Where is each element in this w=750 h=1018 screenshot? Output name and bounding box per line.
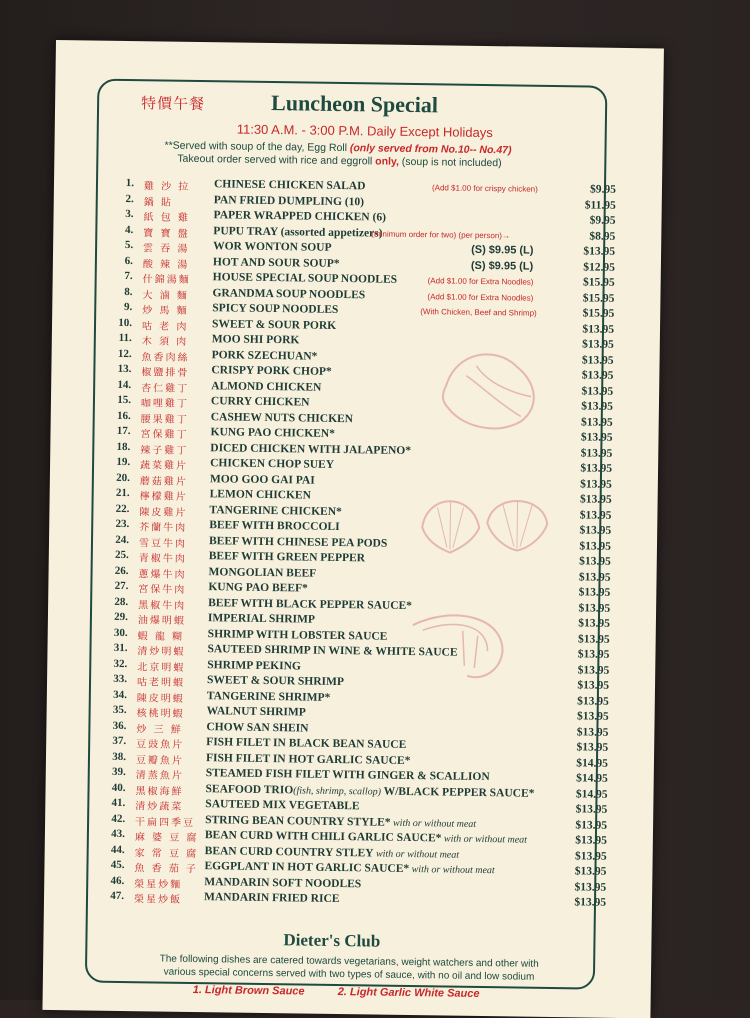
menu-item-chinese-name: 魚 香 茄 子 [134,863,199,876]
menu-item-name-text: KUNG PAO BEEF* [208,581,308,595]
hours-line: 11:30 A.M. - 3:00 P.M. Daily Except Holidays [236,121,493,141]
menu-item-note: (Add $1.00 for crispy chicken) [431,183,538,194]
menu-item-name-text: MANDARIN FRIED RICE [203,891,340,906]
menu-item-price: $11.95 [584,198,616,212]
menu-item-price: $13.95 [576,741,609,754]
menu-item-number: 10. [118,316,133,329]
menu-item-chinese-name: 干扁四季豆 [135,816,196,829]
sauce-option-2: 2. Light Garlic White Sauce [337,986,480,1001]
menu-item-price: $13.95 [581,369,614,382]
menu-item-chinese-name: 陳皮明蝦 [136,692,185,705]
menu-item-name-text: SAUTEED SHRIMP IN WINE & WHITE SAUCE [207,643,458,659]
dieters-club-line-2: various special concerns served with two types of sauce, with no oil and low sodium [163,966,535,983]
menu-item-chinese-name: 椒鹽排骨 [141,367,190,379]
menu-item-chinese-name: 酸 辣 湯 [142,258,190,271]
menu-item-name [208,581,308,594]
menu-item-chinese-name: 青椒牛肉 [138,553,187,565]
menu-item-number: 19. [116,455,131,469]
menu-item-name-text: HOUSE SPECIAL SOUP NOODLES [212,271,398,286]
menu-item-name-text: SEAFOOD TRIO [205,782,294,796]
menu-item-price: $13.95 [579,524,612,537]
menu-item-number: 11. [118,331,132,345]
menu-item-name-text: CURRY CHICKEN [210,395,310,409]
menu-item-price: $15.95 [582,307,615,320]
menu-item-name-detail: with or without meat [441,833,528,846]
menu-item-number: 17. [116,424,131,438]
menu-item-number: 16. [116,409,131,422]
menu-item-price: $13.95 [579,539,612,553]
menu-item-price: $13.95 [576,725,609,739]
menu-item-name-text: FISH FILET IN HOT GARLIC SAUCE* [205,751,411,767]
menu-item-number: 43. [111,827,126,841]
menu-item-name-text: BEEF WITH CHINESE PEA PODS [208,534,388,550]
menu-item-name-text: SWEET & SOUR SHRIMP [206,674,345,689]
menu-item-name [210,457,334,471]
menu-item-name-text: CHICKEN CHOP SUEY [210,457,335,471]
menu-item-chinese-name: 榮星炒麵 [134,878,183,891]
menu-item-chinese-name: 咕 老 肉 [141,320,189,333]
menu-item-price: $13.95 [581,384,614,398]
menu-item-name-text: SHRIMP WITH LOBSTER SAUCE [207,627,388,643]
menu-item-name [206,752,411,767]
menu-item-name [205,798,359,812]
menu-item-chinese-name: 腰果雞丁 [140,413,189,426]
menu-item-name-text: MOO GOO GAI PAI [209,472,315,487]
menu-item-chinese-name: 核桃明蝦 [136,708,185,720]
menu-item-name-text: BEEF WITH BLACK PEPPER SAUCE* [208,596,413,612]
menu-item-price: $13.95 [574,896,607,909]
menu-item-chinese-name: 蘑菇雞片 [139,475,188,488]
menu-item-name [213,240,332,254]
menu-item-name [212,318,336,332]
menu-item-name [214,178,366,192]
menu-item-name-text: EGGPLANT IN HOT GARLIC SAUCE* [204,860,410,876]
menu-item-name [210,426,335,440]
menu-item-name [210,442,411,457]
menu-item-chinese-name: 陳皮雞片 [139,506,188,519]
menu-item-name-text: FISH FILET IN BLACK BEAN SAUCE [206,736,407,751]
menu-item-name-text: TANGERINE CHICKEN* [209,503,342,518]
dieters-club-line-1: The following dishes are catered towards vegetarians, weight watchers and other with [159,953,539,970]
menu-item-name [210,488,311,501]
menu-item-price: $13.95 [575,834,607,847]
menu-item-number: 7. [124,269,133,283]
menu-item-chinese-name: 檸檬雞片 [139,491,188,503]
served-with-text: **Served with soup of the day, Egg Roll [164,139,348,155]
menu-item-name [207,674,344,688]
menu-item-name [207,690,331,704]
menu-item-number: 45. [110,858,125,872]
menu-item-chinese-name: 什錦湯麵 [142,274,191,286]
menu-item-name-text: MONGOLIAN BEEF [208,565,317,580]
menu-item-name-detail: with or without meat [373,848,460,861]
menu-item-name-text: SHRIMP PEKING [207,658,301,672]
menu-item-name-text: BEAN CURD WITH CHILI GARLIC SAUCE* [204,829,442,845]
menu-item-price: $9.95 [590,183,617,196]
menu-item-name-text: PORK SZECHUAN* [211,348,318,363]
menu-item-price: $13.95 [581,353,614,367]
menu-item-chinese-name: 雪豆牛肉 [138,537,188,550]
menu-item-chinese-name: 咖哩雞丁 [140,398,190,410]
menu-item-name [213,271,398,286]
menu-item-name [213,256,340,270]
menu-item-note: (Add $1.00 for Extra Noodles) [427,291,534,303]
menu-item-price: $13.95 [579,508,612,522]
menu-item-name-text: PAN FRIED DUMPLING (10) [213,193,365,208]
menu-item-chinese-name: 鍋 貼 [143,196,174,209]
menu-item-number: 6. [124,254,134,267]
menu-item-name [204,891,340,905]
menu-item-name [208,628,388,643]
menu-item-chinese-name: 家 常 豆 腐 [134,847,199,860]
menu-item-chinese-name: 豆豉魚片 [136,739,185,751]
menu-item-number: 12. [117,347,132,360]
menu-item-note: (S) $9.95 (L) [470,259,534,273]
menu-item-name-detail: with or without meat [409,864,495,877]
menu-item-price: $13.95 [583,245,616,258]
menu-item-name [207,659,301,672]
menu-item-number: 46. [110,874,125,887]
menu-item-price: $15.95 [582,291,615,305]
menu-item-price: $13.95 [580,462,613,475]
menu-item-number: 30. [113,626,128,639]
menu-item-number: 1. [125,176,135,190]
menu-item-chinese-name: 麻 婆 豆 腐 [134,832,199,845]
menu-item-name-text: BEAN CURD COUNTRY STLEY [204,844,374,860]
menu-item-number: 18. [116,440,131,453]
menu-item-name-text: STEAMED FISH FILET WITH GINGER & SCALLION [205,767,490,784]
menu-item-name-text: BEEF WITH BROCCOLI [209,519,340,534]
menu-item-chinese-name: 辣子雞丁 [140,444,189,457]
page-title: Luncheon Special [270,90,439,118]
menu-item-chinese-name: 宮保牛肉 [138,584,187,596]
menu-item-name-text: TANGERINE SHRIMP* [206,689,331,704]
menu-item-name [209,566,317,580]
menu-item-number: 24. [115,533,130,546]
menu-item-chinese-name: 大 滷 麵 [142,289,189,302]
menu-item-chinese-name: 黑椒牛肉 [138,599,187,612]
menu-item-number: 4. [125,223,134,236]
menu-item-name [206,767,490,783]
menu-item-price: $13.95 [577,679,610,692]
menu-item-name-text: MOO SHI PORK [211,333,300,347]
menu-item-name-text: CHINESE CHICKEN SALAD [213,178,366,193]
menu-item-name-text: IMPERIAL SHRIMP [207,612,316,626]
menu-item-name-text: WALNUT SHRIMP [206,705,306,719]
menu-item-number: 14. [117,378,132,391]
menu-item-price: $13.95 [577,663,610,677]
menu-item-name-detail: (fish, shrimp, scallop) [293,784,382,798]
menu-item-chinese-name: 榮星炒飯 [133,894,183,906]
menu-item-price: $13.95 [578,570,611,584]
menu-item-number: 23. [115,517,130,531]
menu-item-chinese-name: 咕老明蝦 [136,677,186,689]
served-range-note: (only served from No.10-- No.47) [349,142,512,157]
menu-item-name [209,504,342,518]
menu-item-name [204,876,361,890]
menu-item-price: $13.95 [580,431,613,444]
menu-item-chinese-name: 豆瓣魚片 [135,754,185,767]
menu-item-price: $13.95 [574,880,607,894]
menu-item-number: 37. [112,734,127,748]
menu-item-name-text: PUPU TRAY (assorted appetizers) [213,224,383,240]
menu-item-number: 9. [123,300,133,314]
menu-item-name-detail: with or without meat [390,817,477,830]
menu-item-number: 32. [113,657,128,670]
menu-item-price: $13.95 [580,477,612,491]
menu-item-price: $13.95 [580,446,613,460]
menu-page [42,40,663,1018]
menu-item-name [209,519,340,533]
menu-item-name-text: PAPER WRAPPED CHICKEN (6) [213,209,387,224]
takeout-only: only, [375,155,400,168]
menu-item-number: 15. [117,393,132,407]
menu-item-number: 42. [111,812,126,825]
menu-item-chinese-name: 炒 馬 麵 [142,305,189,317]
menu-item-name [211,395,310,408]
menu-item-name [210,473,315,486]
menu-item-chinese-name: 雞 沙 拉 [143,181,191,193]
menu-item-price: $13.95 [578,601,611,615]
menu-item-price: $13.95 [581,400,614,413]
title-chinese: 特價午餐 [141,94,206,114]
menu-item-price: $14.95 [576,756,609,770]
menu-item-name [211,411,353,425]
menu-item-name-text: LEMON CHICKEN [209,488,312,502]
menu-item-price: $8.95 [589,229,616,243]
menu-item-chinese-name: 黑椒海鮮 [135,785,184,798]
menu-item-price: $13.95 [575,803,608,816]
menu-item-number: 3. [125,207,134,221]
menu-item-price: $13.95 [581,415,613,429]
menu-item-number: 28. [114,595,129,608]
menu-item-chinese-name: 清炒明蝦 [137,646,186,658]
menu-item-price: $15.95 [582,276,615,289]
menu-item-name [209,550,365,564]
menu-item-price: $13.95 [577,694,609,708]
takeout-text: Takeout order served with rice and eggroll [177,152,373,168]
menu-item-name [206,736,406,751]
menu-item-number: 38. [112,750,127,763]
menu-item-number: 22. [115,502,130,515]
menu-item-name-text: CRISPY PORK CHOP* [211,364,332,378]
menu-item-chinese-name: 蝦 龍 糊 [137,630,185,643]
menu-item-name-text: ALMOND CHICKEN [211,379,322,394]
menu-item-name [208,612,315,625]
menu-item-name [214,194,364,208]
menu-item-name-text: SPICY SOUP NOODLES [212,302,339,316]
menu-item-chinese-name: 清炒蔬菜 [135,801,184,813]
menu-item-price: $13.95 [578,586,611,599]
menu-item-chinese-name: 炒 三 鮮 [136,723,183,736]
menu-item-chinese-name: 木 須 肉 [141,336,189,348]
menu-item-chinese-name: 北京明蝦 [137,661,186,674]
menu-item-chinese-name: 蔬菜雞片 [139,460,189,472]
menu-item-name-text: SWEET & SOUR PORK [211,317,337,332]
menu-item-number: 35. [112,703,127,717]
menu-item-price: $13.95 [574,865,607,878]
menu-item-price: $13.95 [582,322,615,336]
menu-item-number: 20. [116,471,130,484]
menu-item-name [205,845,460,861]
menu-item-number: 13. [117,362,132,376]
menu-item-name [207,643,457,658]
menu-item-note: (minimum order for two) (per person)→ [371,228,511,240]
menu-item-price: $13.95 [574,849,607,863]
menu-item-name-text: STRING BEAN COUNTRY STYLE* [205,813,391,829]
menu-item-chinese-name: 魚香肉絲 [141,351,190,364]
menu-item-chinese-name: 宮保雞丁 [140,429,189,441]
menu-item-name-tail: W/BLACK PEPPER SAUCE* [380,785,535,800]
menu-item-number: 44. [110,843,125,856]
menu-item-name [211,380,321,394]
menu-item-price: $13.95 [579,555,611,568]
menu-item-number: 25. [114,548,129,562]
menu-item-number: 41. [111,796,126,810]
menu-item-chinese-name: 芥蘭牛肉 [139,522,188,534]
menu-item-number: 31. [113,641,128,655]
menu-item-name [213,225,382,239]
menu-item-name-text: HOT AND SOUR SOUP* [212,255,340,270]
menu-item-chinese-name: 杏仁雞丁 [141,382,190,395]
menu-item-price: $13.95 [578,617,610,630]
menu-item-number: 47. [110,889,125,903]
menu-item-name [211,364,331,378]
menu-item-price: $14.95 [575,787,608,801]
menu-item-name [212,287,365,301]
menu-item-number: 2. [125,192,134,205]
takeout-soup-note: (soup is not included) [401,155,502,170]
menu-item-chinese-name: 雲 吞 湯 [143,243,190,255]
menu-item-name [206,721,308,734]
menu-item-name [208,597,412,612]
menu-item-note: (Add $1.00 for Extra Noodles) [427,276,534,287]
menu-item-price: $13.95 [579,493,612,506]
menu-item-name [212,349,318,362]
menu-item-number: 36. [112,719,127,732]
menu-item-name-text: MANDARIN SOFT NOODLES [204,875,362,890]
menu-item-note: (With Chicken, Beef and Shrimp) [420,307,537,318]
menu-item-name [209,535,387,549]
menu-item-number: 21. [115,486,130,500]
menu-item-name-text: CHOW SAN SHEIN [206,720,309,735]
menu-item-number: 8. [124,285,133,298]
menu-item-note: (S) $9.95 (L) [471,243,534,257]
menu-item-price: $13.95 [576,710,609,723]
menu-item-number: 40. [111,781,126,794]
menu-item-price: $13.95 [577,632,610,646]
menu-item-price: $13.95 [577,648,610,661]
menu-item-price: $12.95 [583,260,615,274]
menu-item-name [213,209,386,223]
menu-item-chinese-name: 寶 寶 盤 [143,227,190,240]
menu-item-price: $13.95 [582,338,614,351]
menu-item-price: $13.95 [575,818,608,832]
menu-item-chinese-name: 清蒸魚片 [135,770,184,782]
menu-item-name-text: KUNG PAO CHICKEN* [210,426,335,440]
menu-item-name [212,333,300,346]
menu-item-number: 34. [113,688,127,701]
menu-item-name-text: CASHEW NUTS CHICKEN [210,410,354,425]
sauce-option-1: 1. Light Brown Sauce [192,984,305,998]
menu-item-price: $9.95 [589,214,616,227]
menu-item-number: 29. [114,610,129,624]
menu-item-number: 33. [113,672,128,686]
menu-item-name [212,302,338,316]
menu-item-name-text: BEEF WITH GREEN PEPPER [208,550,366,565]
menu-item-chinese-name: 油爆明蝦 [137,615,186,627]
menu-item-number: 39. [111,765,126,779]
menu-item-chinese-name: 蔥爆牛肉 [138,568,187,581]
menu-item-price: $14.95 [576,772,608,785]
menu-item-name-text: GRANDMA SOUP NOODLES [212,286,366,301]
menu-item-number: 5. [124,238,134,252]
menu-item-name-text: DICED CHICKEN WITH JALAPENO* [210,441,412,457]
dieters-club-title: Dieter's Club [283,930,381,951]
menu-item-number: 27. [114,579,129,593]
menu-item-name [205,814,476,830]
menu-item-name-text: WOR WONTON SOUP [213,240,332,254]
menu-item-number: 26. [114,564,129,577]
menu-item-name-text: SAUTEED MIX VEGETABLE [205,798,360,813]
menu-item-chinese-name: 紙 包 雞 [143,212,190,224]
menu-item-name [207,705,306,718]
